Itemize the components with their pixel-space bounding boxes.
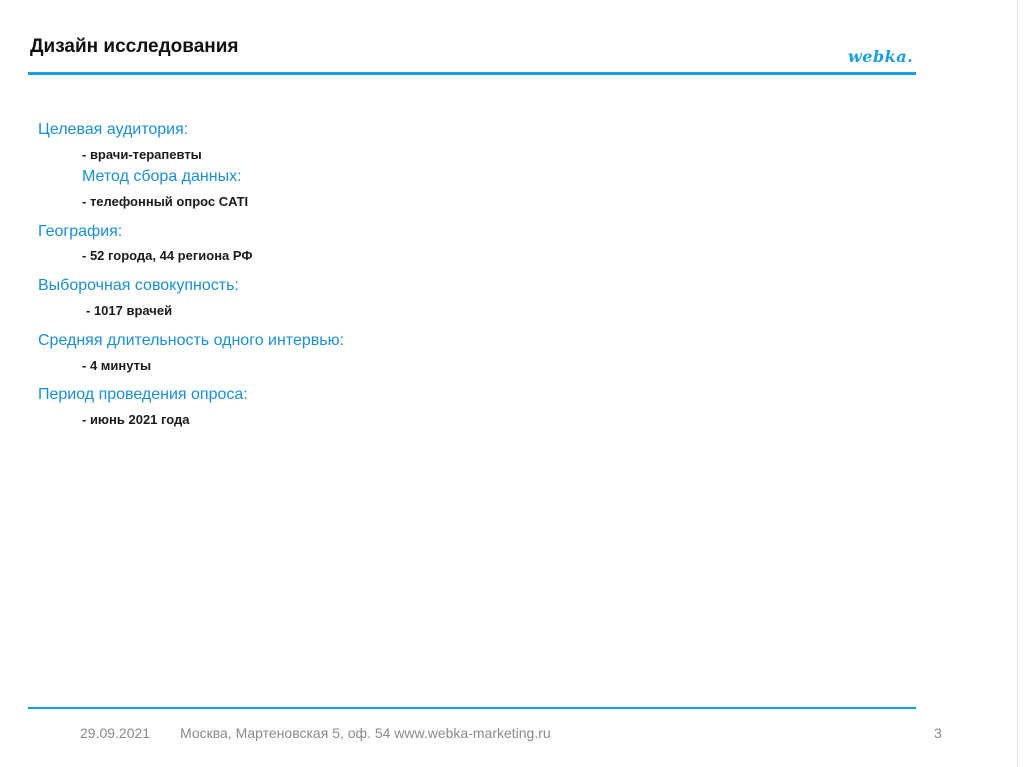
header-divider <box>28 72 916 75</box>
section-value-data-collection: - телефонный опрос CATI <box>82 194 249 209</box>
section-value-target-audience: - врачи-терапевты <box>82 147 202 162</box>
footer-divider <box>28 707 916 709</box>
section-heading-survey-period: Период проведения опроса: <box>38 386 248 403</box>
section-heading-interview-duration: Средняя длительность одного интервью: <box>38 332 345 349</box>
footer-address: Москва, Мартеновская 5, оф. 54 www.webka-marketing.ru <box>180 725 551 741</box>
section-heading-sample-size: Выборочная совокупность: <box>38 277 239 294</box>
section-heading-data-collection: Метод сбора данных: <box>82 168 242 185</box>
page-title: Дизайн исследования <box>30 36 239 57</box>
section-value-geography: - 52 города, 44 региона РФ <box>82 248 253 263</box>
page-number: 3 <box>934 725 942 741</box>
section-heading-geography: География: <box>38 223 123 240</box>
section-value-survey-period: - июнь 2021 года <box>82 412 190 427</box>
footer-date: 29.09.2021 <box>80 725 151 741</box>
section-value-interview-duration: - 4 минуты <box>82 358 152 373</box>
section-value-sample-size: - 1017 врачей <box>86 303 173 318</box>
webka-logo: webka. <box>848 47 914 66</box>
section-heading-target-audience: Целевая аудитория: <box>38 121 189 138</box>
slide-right-edge <box>1017 0 1018 767</box>
